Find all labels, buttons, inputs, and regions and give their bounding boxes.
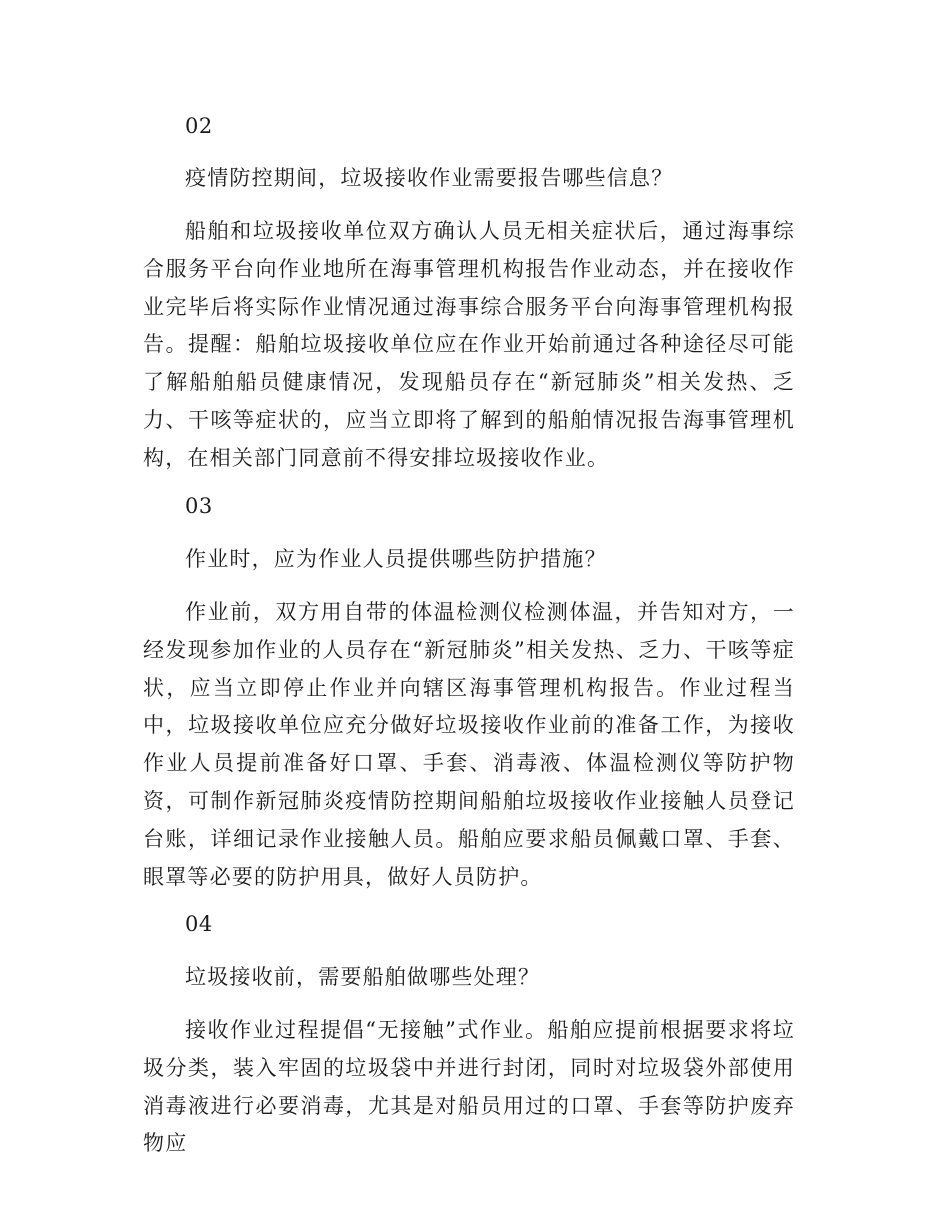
- section-number: 03: [185, 494, 213, 518]
- section-number: 04: [185, 912, 213, 936]
- section-answer: 船舶和垃圾接收单位双方确认人员无相关症状后，通过海事综合服务平台向作业地所在海事管理机构报告作业动态，并在接收作业完毕后将实际作业情况通过海事综合服务平台向海事管理机构报告。提醒：船舶垃圾接收单位应在作业开始前通过各种途径尽可能了解船舶船员健康情况，发现船员存在“新冠肺炎”相关发热、乏力、干咳等症状的，应当立即将了解到的船舶情况报告海事管理机构，在相关部门同意前不得安排垃圾接收作业。: [143, 219, 795, 470]
- section-answer: 作业前，双方用自带的体温检测仪检测体温，并告知对方，一经发现参加作业的人员存在“新冠肺炎”相关发热、乏力、干咳等症状，应当立即停止作业并向辖区海事管理机构报告。作业过程当中，垃圾接收单位应充分做好垃圾接收作业前的准备工作，为接收作业人员提前准备好口罩、手套、消毒液、体温检测仪等防护物资，可制作新冠肺炎疫情防控期间船舶垃圾接收作业接触人员登记台账，详细记录作业接触人员。船舶应要求船员佩戴口罩、手套、眼罩等必要的防护用具，做好人员防护。: [143, 600, 795, 889]
- section-number: 02: [185, 114, 213, 138]
- section-answer: 接收作业过程提倡“无接触”式作业。船舶应提前根据要求将垃圾分类，装入牢固的垃圾袋中并进行封闭，同时对垃圾袋外部使用消毒液进行必要消毒，尤其是对船员用过的口罩、手套等防护废弃物应: [143, 1018, 795, 1156]
- section-question: 垃圾接收前，需要船舶做哪些处理？: [185, 965, 541, 989]
- section-question: 疫情防控期间，垃圾接收作业需要报告哪些信息？: [185, 166, 674, 190]
- section-question: 作业时，应为作业人员提供哪些防护措施？: [185, 547, 607, 571]
